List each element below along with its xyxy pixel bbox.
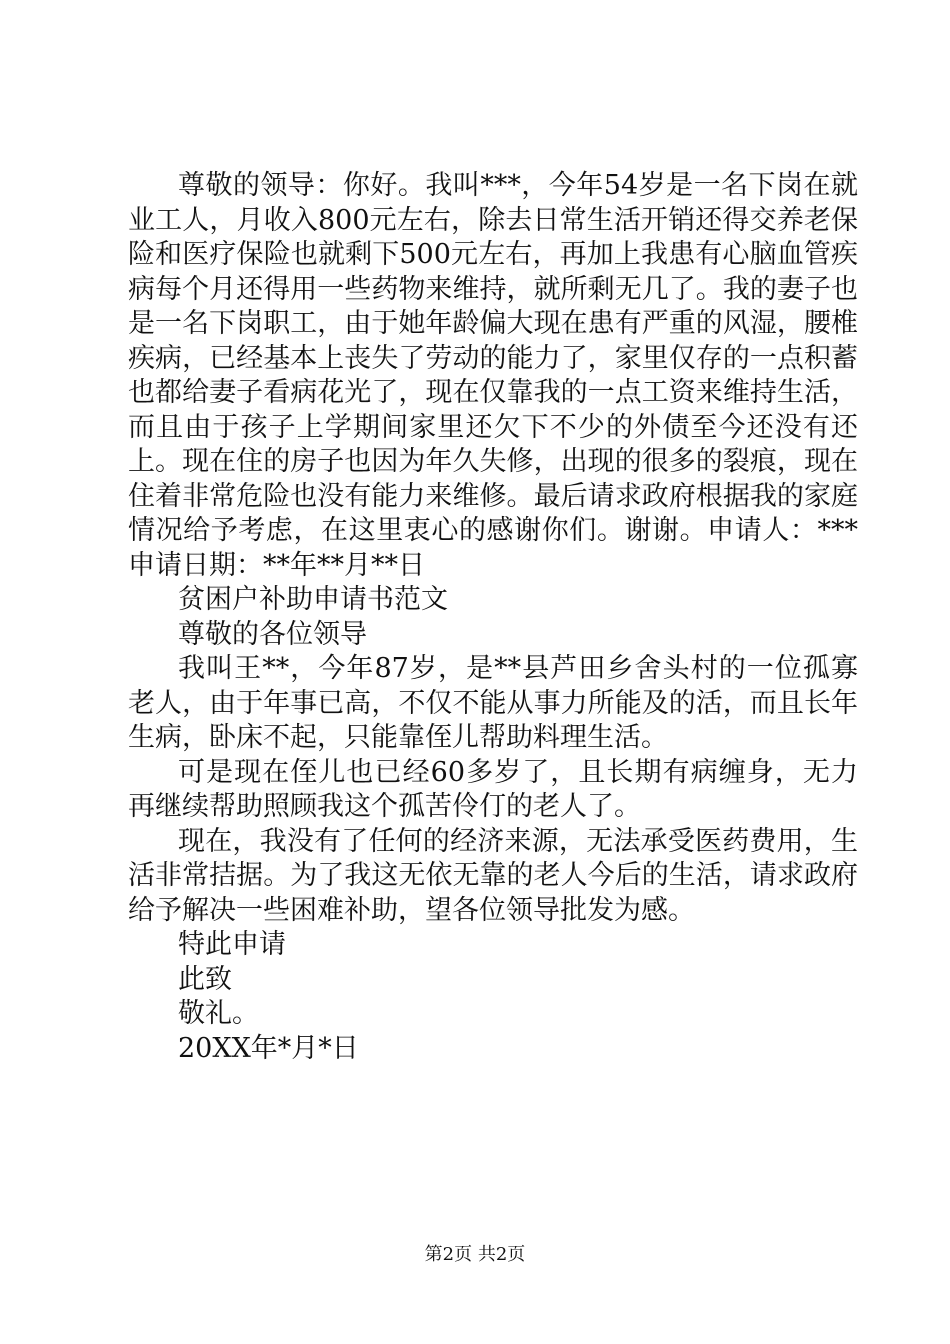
paragraph-closing-special: 特此申请	[178, 929, 286, 960]
paragraph-date: 20XX年*月*日	[178, 1032, 359, 1064]
page-footer: 第2页 共2页	[424, 1244, 526, 1265]
paragraph-closing-regards: 敬礼。	[178, 998, 259, 1029]
paragraph-salutation: 尊敬的各位领导	[178, 618, 367, 650]
paragraph-section-title: 贫困户补助申请书范文	[178, 584, 448, 615]
paragraph-nephew-situation: 可是现在侄儿也已经60多岁了，且长期有病缠身，无力再继续帮助照顾我这个孤苦伶仃的老人了。	[128, 756, 858, 822]
paragraph-application-letter-1: 尊敬的领导：你好。我叫***，今年54岁是一名下岗在就业工人，月收入800元左右，除去日常生活开销还得交养老保险和医疗保险也就剩下500元左右，再加上我患有心脑血管疾病每个月还得用一些药物来维持，就所剩无几了。我的妻子也是一名下岗职工，由于她年龄偏大现在患有严重的风湿，腰椎疾病，已经基本上丧失了劳动的能力了，家里仅存的一点积蓄也都给妻子看病花光了，现在仅靠我的一点工资来维持生活，而且由于孩子上学期间家里还欠下不少的外债至今还没有还上。现在住的房子也因为年久失修，出现的很多的裂痕，现在住着非常危险也没有能力来维修。最后请求政府根据我的家庭情况给予考虑，在这里衷心的感谢你们。谢谢。申请人：***申请日期：**年**月**日	[128, 170, 858, 581]
paragraph-request: 现在，我没有了任何的经济来源，无法承受医药费用，生活非常拮据。为了我这无依无靠的老人今后的生活，请求政府给予解决一些困难补助，望各位领导批发为感。	[128, 825, 858, 926]
paragraph-self-introduction: 我叫王**，今年87岁，是**县芦田乡舍头村的一位孤寡老人，由于年事已高，不仅不能从事力所能及的活，而且长年生病，卧床不起，只能靠侄儿帮助料理生活。	[128, 653, 858, 753]
paragraph-closing-to: 此致	[178, 963, 232, 995]
document-body	[128, 169, 858, 1066]
